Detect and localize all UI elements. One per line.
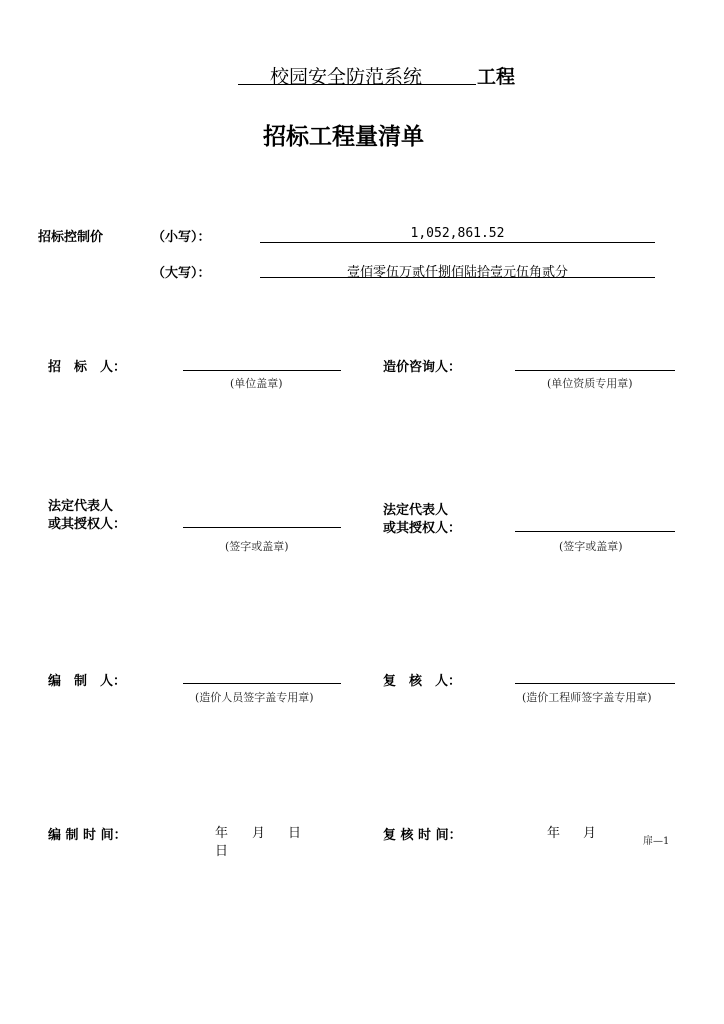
- legal-rep-left-note: (签字或盖章): [225, 540, 289, 553]
- review-month: 月: [583, 826, 597, 841]
- compile-day-wrap: 日: [215, 844, 229, 859]
- upper-case-value: 壹佰零伍万贰仟捌佰陆拾壹元伍角贰分: [346, 265, 568, 280]
- consultant-label: 造价咨询人：: [383, 360, 462, 375]
- upper-case-line: [260, 277, 655, 278]
- compiler-line: [183, 683, 341, 684]
- tenderer-line: [183, 370, 341, 371]
- tenderer-note: (单位盖章): [230, 377, 283, 390]
- legal-rep-right-line1: 法定代表人: [383, 503, 449, 518]
- legal-rep-left-line1: 法定代表人: [48, 499, 114, 514]
- reviewer-line: [515, 683, 675, 684]
- legal-rep-left-line: [183, 527, 341, 528]
- lower-case-label: （小写）：: [152, 230, 211, 245]
- compiler-note: (造价人员签字盖专用章): [195, 691, 314, 704]
- lower-case-value: 1,052,861.52: [410, 226, 505, 241]
- lower-case-line: [260, 242, 655, 243]
- review-year: 年: [547, 826, 561, 841]
- project-name: 校园安全防范系统: [270, 66, 423, 88]
- reviewer-label: 复 核 人：: [383, 674, 462, 689]
- legal-rep-left-line2: 或其授权人：: [48, 517, 127, 532]
- consultant-line: [515, 370, 675, 371]
- compile-year: 年: [215, 826, 229, 841]
- review-time-label: 复 核 时 间：: [383, 828, 462, 843]
- compile-day: 日: [288, 826, 302, 841]
- page-title: 招标工程量清单: [263, 124, 424, 150]
- legal-rep-right-note: (签字或盖章): [559, 540, 623, 553]
- consultant-note: (单位资质专用章): [547, 377, 633, 390]
- page-mark: 扉—1: [643, 836, 670, 847]
- tenderer-label: 招 标 人：: [48, 360, 127, 375]
- upper-case-label: （大写）：: [152, 266, 211, 281]
- compile-time-label: 编 制 时 间：: [48, 828, 127, 843]
- legal-rep-right-line2: 或其授权人：: [383, 521, 462, 536]
- control-price-label: 招标控制价: [38, 230, 104, 245]
- legal-rep-right-line: [515, 531, 675, 532]
- project-suffix: 工程: [477, 66, 516, 88]
- reviewer-note: (造价工程师签字盖专用章): [522, 691, 652, 704]
- compile-month: 月: [252, 826, 266, 841]
- compiler-label: 编 制 人：: [48, 674, 127, 689]
